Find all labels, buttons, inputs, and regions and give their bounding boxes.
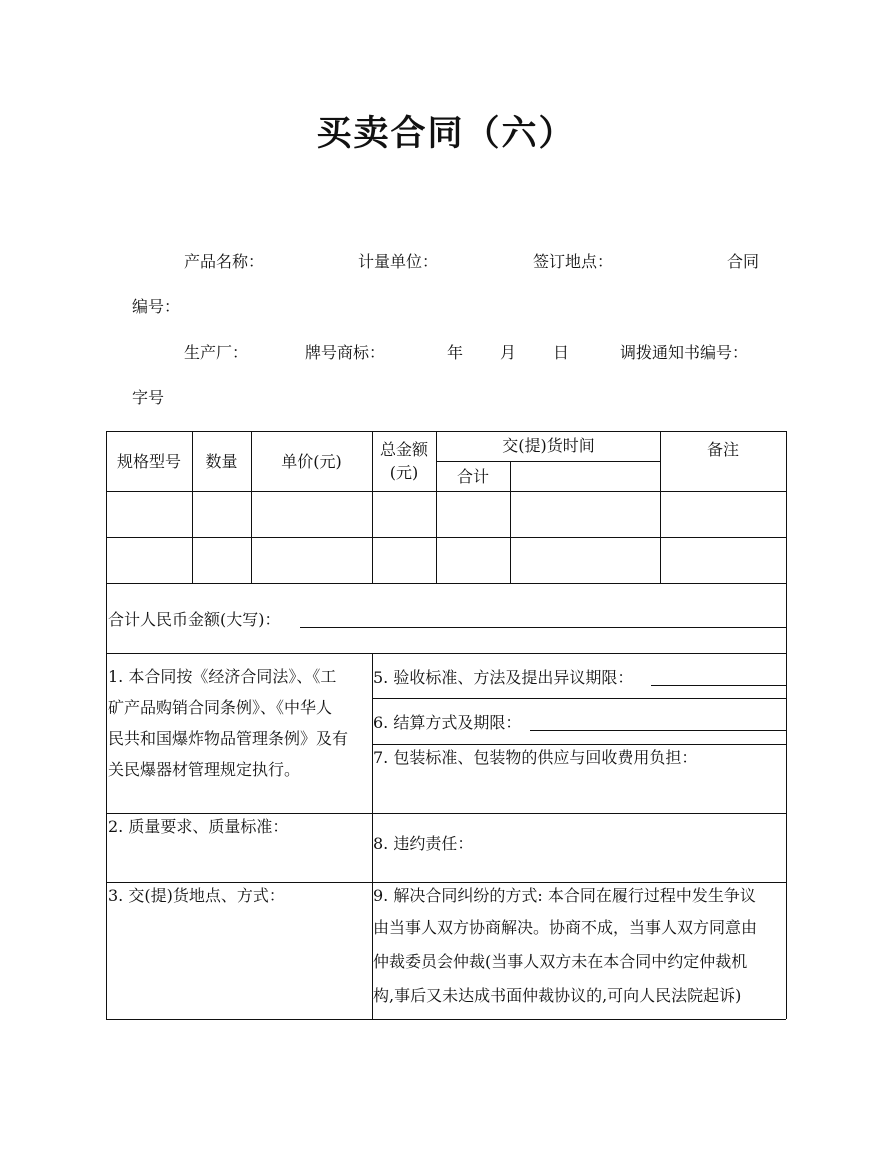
sign-place-label: 签订地点： (533, 252, 614, 271)
col-header-unit-price: 单价(元) (281, 452, 342, 471)
year-label: 年 (447, 343, 464, 362)
month-label: 月 (500, 343, 517, 362)
col-header-delivery-time: 交(提)货时间 (502, 436, 595, 455)
clause-5: 5. 验收标准、方法及提出异议期限： (373, 668, 634, 687)
clause-8: 8. 违约责任： (373, 834, 474, 853)
allocation-number-label: 调拨通知书编号： (620, 343, 749, 362)
col-header-spec: 规格型号 (116, 452, 181, 471)
clause-1-line: 矿产品购销合同条例》、《中华人 (108, 698, 333, 717)
brand-label: 牌号商标： (305, 343, 386, 362)
clause-1-line: 1. 本合同按《经济合同法》、《工 (108, 667, 337, 686)
clause-9-line: 9. 解决合同纠纷的方式: 本合同在履行过程中发生争议 (373, 886, 756, 905)
col-header-total-amount: 总金额 (379, 440, 428, 459)
clause-9-line: 仲裁委员会仲裁(当事人双方未在本合同中约定仲裁机 (373, 952, 748, 971)
product-name-label: 产品名称： (184, 252, 265, 271)
contract-number-label: 编号： (132, 297, 181, 316)
col-header-remarks: 备注 (706, 440, 739, 459)
rmb-total-label: 合计人民币金额(大写)： (108, 610, 281, 629)
manufacturer-label: 生产厂： (184, 343, 249, 362)
clause-2: 2. 质量要求、质量标准： (108, 817, 289, 836)
document-title: 买卖合同（六） (316, 114, 576, 154)
col-header-total-unit: (元) (389, 463, 419, 482)
clause-9-line: 由当事人双方协商解决。协商不成，当事人双方同意由 (373, 918, 758, 937)
col-header-quantity: 数量 (205, 452, 238, 471)
col-header-subtotal: 合计 (456, 467, 489, 486)
clause-1-line: 关民爆器材管理规定执行。 (108, 760, 301, 779)
zi-hao-label: 字号 (132, 388, 165, 407)
clause-9-line: 构,事后又未达成书面仲裁协议的,可向人民法院起诉) (373, 986, 742, 1005)
unit-label: 计量单位： (358, 252, 439, 271)
clause-6: 6. 结算方式及期限： (373, 713, 522, 732)
clause-7: 7. 包装标准、包装物的供应与回收费用负担： (373, 748, 698, 767)
clause-1-line: 民共和国爆炸物品管理条例》及有 (108, 729, 349, 748)
clause-3: 3. 交(提)货地点、方式： (108, 886, 285, 905)
day-label: 日 (553, 343, 570, 362)
contract-label: 合同 (727, 252, 760, 271)
